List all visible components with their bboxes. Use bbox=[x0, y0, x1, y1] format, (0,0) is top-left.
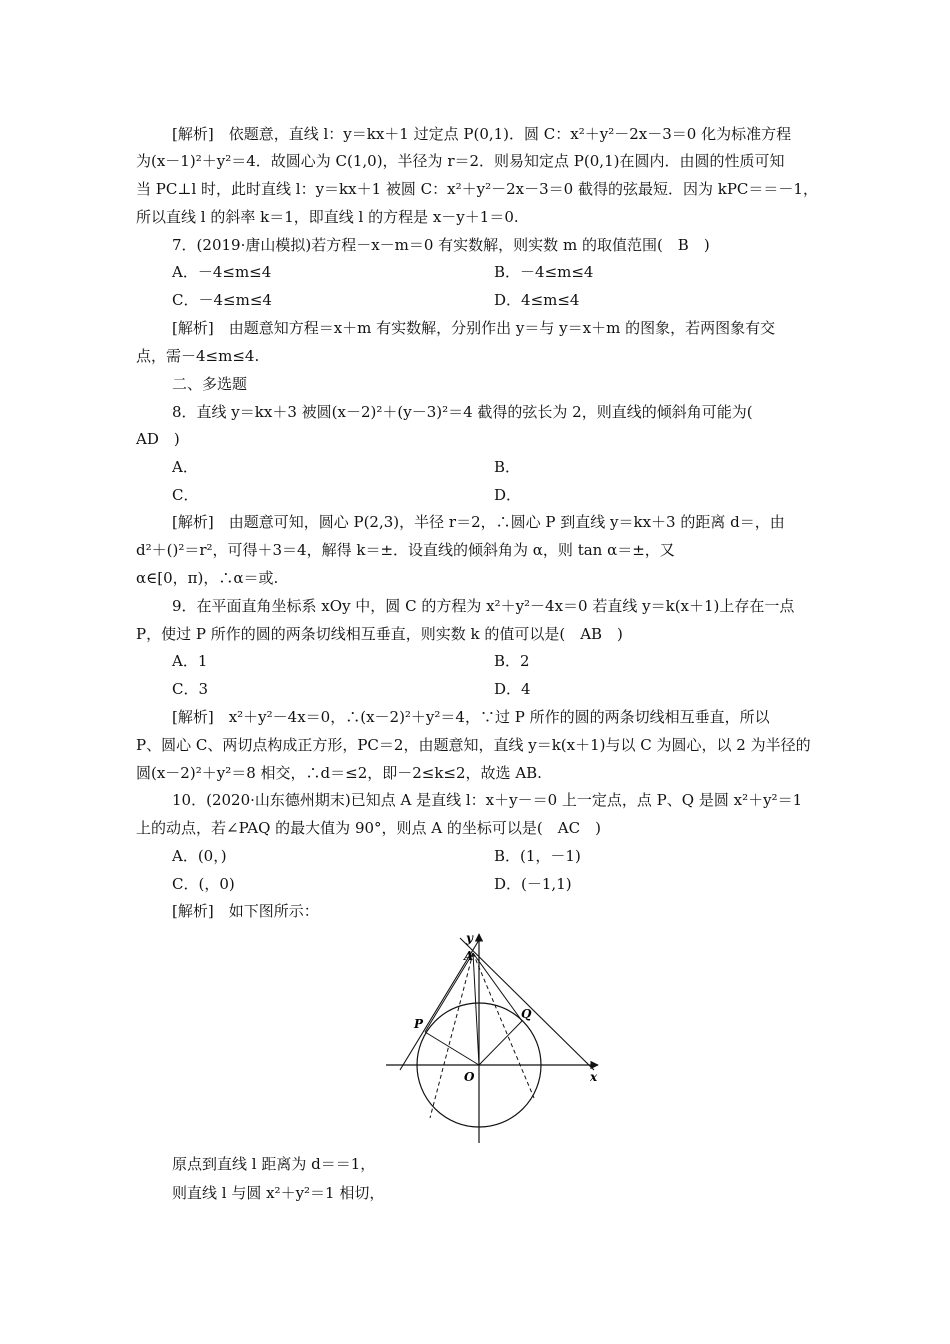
question-9: 9．在平面直角坐标系 xOy 中，圆 C 的方程为 x²＋y²－4x＝0 若直线 y＝k(x＋1)上存在一点 bbox=[172, 597, 795, 615]
text-line: 上的动点，若∠PAQ 的最大值为 90°，则点 A 的坐标可以是( AC ) bbox=[136, 819, 601, 837]
text-line: [解析] 如下图所示： bbox=[172, 902, 319, 920]
text-line: AD ) bbox=[136, 430, 180, 448]
q8-option-d: D． bbox=[494, 486, 522, 504]
text-line: [解析] 由题意知方程＝x＋m 有实数解，分别作出 y＝与 y＝x＋m 的图象，若两图象有交 bbox=[172, 319, 776, 337]
q7-option-d: D．4≤m≤4 bbox=[494, 291, 580, 309]
text-line: α∈[0，π)，∴α＝或. bbox=[136, 569, 279, 587]
segment-aq bbox=[473, 953, 522, 1021]
label-q: Q bbox=[521, 1007, 532, 1021]
q8-option-b: B． bbox=[494, 458, 521, 476]
text-line: [解析] x²＋y²－4x＝0，∴(x－2)²＋y²＝4，∵过 P 所作的圆的两条切线相互垂直，所以 bbox=[172, 708, 770, 726]
label-o: O bbox=[464, 1070, 475, 1084]
section-heading: 二、多选题 bbox=[172, 375, 248, 393]
q10-option-c: C．(，0) bbox=[172, 875, 235, 893]
segment-op bbox=[425, 1032, 479, 1065]
q10-option-a: A．(0，) bbox=[172, 847, 227, 865]
tangent-line-l bbox=[460, 938, 594, 1070]
label-a: A bbox=[464, 949, 474, 963]
segment-ap bbox=[425, 953, 473, 1032]
q7-option-a: A．－4≤m≤4 bbox=[172, 263, 272, 281]
q9-option-a: A．1 bbox=[172, 652, 208, 670]
segment-ao bbox=[473, 953, 479, 1065]
label-y: y bbox=[466, 931, 473, 945]
q10-option-b: B．(1，－1) bbox=[494, 847, 581, 865]
text-line: 原点到直线 l 距离为 d＝＝1， bbox=[172, 1155, 376, 1173]
text-line: d²＋()²＝r²，可得＋3＝4，解得 k＝±．设直线的倾斜角为 α，则 tan α＝±，又 bbox=[136, 541, 675, 559]
text-line: P，使过 P 所作的圆的两条切线相互垂直，则实数 k 的值可以是( AB ) bbox=[136, 625, 623, 643]
label-p: P bbox=[414, 1017, 424, 1031]
q8-option-c: C． bbox=[172, 486, 199, 504]
text-line: [解析] 依题意，直线 l：y＝kx＋1 过定点 P(0,1)．圆 C：x²＋y²－2x－3＝0 化为标准方程 bbox=[172, 125, 792, 143]
q9-option-d: D．4 bbox=[494, 680, 531, 698]
text-line: 点，需－4≤m≤4. bbox=[136, 347, 260, 365]
text-line: 则直线 l 与圆 x²＋y²＝1 相切， bbox=[172, 1184, 385, 1202]
circle-tangent-figure bbox=[380, 928, 610, 1148]
text-line: 当 PC⊥l 时，此时直线 l：y＝kx＋1 被圆 C：x²＋y²－2x－3＝0 截得的弦最短．因为 kPC＝＝－1， bbox=[136, 180, 818, 198]
text-line: 圆(x－2)²＋y²＝8 相交，∴d＝≤2，即－2≤k≤2，故选 AB. bbox=[136, 764, 542, 782]
q10-option-d: D．(－1,1) bbox=[494, 875, 572, 893]
text-line: 为(x－1)²＋y²＝4．故圆心为 C(1,0)，半径为 r＝2．则易知定点 P(0,1)在圆内．由圆的性质可知 bbox=[136, 152, 785, 170]
question-10: 10．(2020·山东德州期末)已知点 A 是直线 l：x＋y－＝0 上一定点，点 P、Q 是圆 x²＋y²＝1 bbox=[172, 791, 803, 809]
q9-option-c: C．3 bbox=[172, 680, 209, 698]
q7-option-c: C．－4≤m≤4 bbox=[172, 291, 272, 309]
text-line: [解析] 由题意可知，圆心 P(2,3)，半径 r＝2，∴圆心 P 到直线 y＝kx＋3 的距离 d＝，由 bbox=[172, 513, 785, 531]
dashed-line-right bbox=[473, 953, 534, 1098]
text-line: P、圆心 C、两切点构成正方形，PC＝2，由题意知，直线 y＝k(x＋1)与以 C 为圆心，以 2 为半径的 bbox=[136, 736, 811, 754]
text-line: 所以直线 l 的斜率 k＝1，即直线 l 的方程是 x－y＋1＝0. bbox=[136, 208, 519, 226]
dashed-line-left bbox=[430, 953, 473, 1118]
question-7: 7．(2019·唐山模拟)若方程－x－m＝0 有实数解，则实数 m 的取值范围( B ) bbox=[172, 236, 710, 254]
q8-option-a: A． bbox=[172, 458, 198, 476]
question-8: 8．直线 y＝kx＋3 被圆(x－2)²＋(y－3)²＝4 截得的弦长为 2，则直线的倾斜角可能为( bbox=[172, 403, 753, 421]
q7-option-b: B．－4≤m≤4 bbox=[494, 263, 594, 281]
label-x: x bbox=[590, 1070, 598, 1084]
segment-oq bbox=[479, 1021, 522, 1065]
q9-option-b: B．2 bbox=[494, 652, 530, 670]
